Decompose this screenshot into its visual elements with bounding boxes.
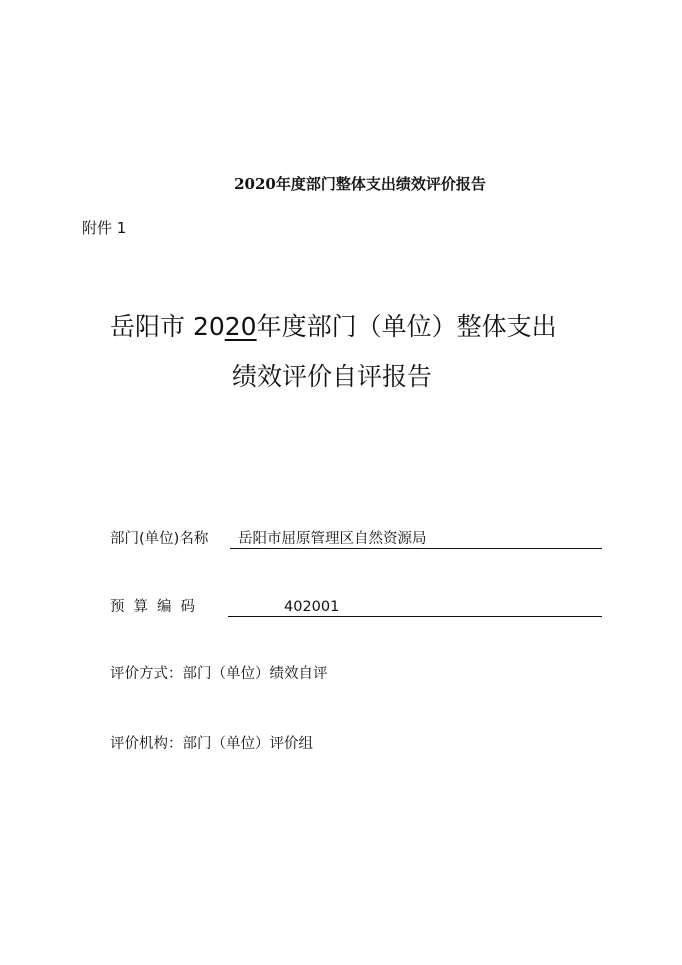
budget-code-row (110, 596, 340, 618)
main-title-suffix: 年度部门（单位）整体支出 (256, 312, 557, 341)
dept-name-row (110, 528, 427, 550)
evaluation-org-row (110, 733, 313, 755)
main-title-prefix: 岳阳市 20 (110, 312, 225, 341)
document-header-title: 2020年度部门整体支出绩效评价报告 (234, 175, 486, 193)
evaluation-method-row (110, 663, 328, 685)
main-title-year-underlined: 20 (224, 312, 257, 341)
evaluation-org-value: 部门（单位）评价组 (182, 736, 313, 752)
evaluation-method-label: 评价方式： (110, 666, 183, 682)
budget-code-label: 预算编码 (110, 599, 204, 615)
evaluation-org-label: 评价机构： (110, 736, 183, 752)
dept-name-value: 岳阳市屈原管理区自然资源局 (230, 528, 602, 549)
dept-name-label: 部门(单位)名称 (110, 531, 209, 547)
main-title-line-1 (110, 310, 557, 344)
evaluation-method-value: 部门（单位）绩效自评 (182, 666, 328, 682)
budget-code-value: 402001 (228, 596, 602, 617)
main-title-line-2: 绩效评价自评报告 (232, 362, 433, 391)
attachment-label: 附件 1 (82, 219, 127, 237)
